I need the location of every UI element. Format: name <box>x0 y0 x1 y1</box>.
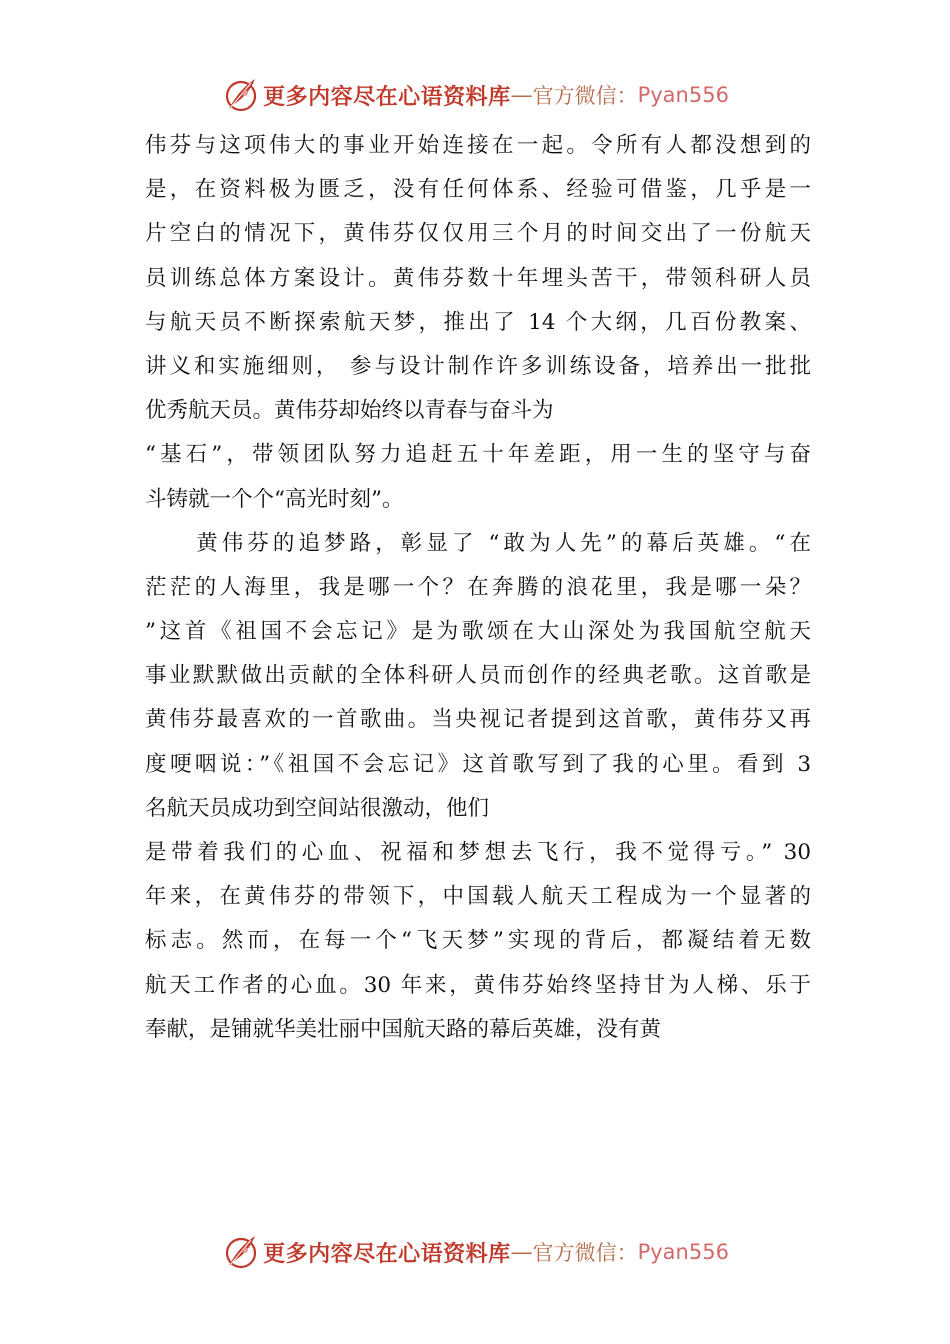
text-line: 奉献，是铺就华美壮丽中国航天路的幕后英雄，没有黄 <box>145 1016 662 1042</box>
header-wechat-id: Pyan556 <box>637 83 729 107</box>
header-wechat-label: 官方微信： <box>532 84 638 108</box>
text-line: 茫茫的人海里，我是哪一个？在奔腾的浪花里，我是哪一朵？ <box>145 574 811 600</box>
text-line: 事业默默做出贡献的全体科研人员而创作的经典老歌。这首歌是 <box>145 663 811 689</box>
feather-quill-logo-icon <box>221 75 261 115</box>
text-line: 是带着我们的心血、祝福和梦想去飞行，我不觉得亏。” 30 <box>145 840 811 865</box>
footer-title: 更多内容尽在心语资料库 <box>263 1240 511 1267</box>
text-line: 片空白的情况下，黄伟芬仅仅用三个月的时间交出了一份航天 <box>145 221 811 247</box>
text-line: 年来，在黄伟芬的带领下，中国载人航天工程成为一个显著的 <box>145 884 811 910</box>
header-title: 更多内容尽在心语资料库 <box>263 83 511 110</box>
feather-quill-logo-icon <box>221 1232 261 1272</box>
text-line: ”这首《祖国不会忘记》是为歌颂在大山深处为我国航空航天 <box>145 619 811 645</box>
text-line: 讲义和实施细则， 参与设计制作许多训练设备，培养出一批批 <box>145 353 811 379</box>
text-line: 伟芬与这项伟大的事业开始连接在一起。令所有人都没想到的 <box>145 133 811 158</box>
text-line: 优秀航天员。黄伟芬却始终以青春与奋斗为 <box>145 398 554 424</box>
text-line: 度哽咽说：”《祖国不会忘记》这首歌写到了我的心里。看到 3 <box>145 751 811 777</box>
text-line: 黄伟芬的追梦路，彰显了 “敢为人先”的幕后英雄。“在 <box>145 530 811 556</box>
text-line: 员训练总体方案设计。黄伟芬数十年埋头苦干，带领科研人员 <box>145 265 811 291</box>
text-line: 黄伟芬最喜欢的一首歌曲。当央视记者提到这首歌，黄伟芬又再 <box>145 707 811 733</box>
text-line: 斗铸就一个个“高光时刻”。 <box>145 486 404 512</box>
text-line: “基石”，带领团队努力追赶五十年差距，用一生的坚守与奋 <box>145 442 811 468</box>
header-separator: — <box>510 82 533 108</box>
text-line: 是，在资料极为匮乏，没有任何体系、经验可借鉴，几乎是一 <box>145 177 811 203</box>
footer-wechat-id: Pyan556 <box>637 1240 729 1264</box>
footer-separator: — <box>510 1239 533 1265</box>
footer-wechat-label: 官方微信： <box>532 1241 638 1265</box>
footer-banner <box>0 1227 950 1277</box>
header-banner <box>0 70 950 120</box>
text-line: 标志。然而，在每一个“飞天梦”实现的背后，都凝结着无数 <box>145 928 811 954</box>
text-line: 与航天员不断探索航天梦，推出了 14 个大纲，几百份教案、 <box>145 309 811 335</box>
text-line: 名航天员成功到空间站很激动，他们 <box>145 795 490 821</box>
text-line: 航天工作者的心血。30 年来，黄伟芬始终坚持甘为人梯、乐于 <box>145 972 811 998</box>
document-body <box>145 124 811 1052</box>
